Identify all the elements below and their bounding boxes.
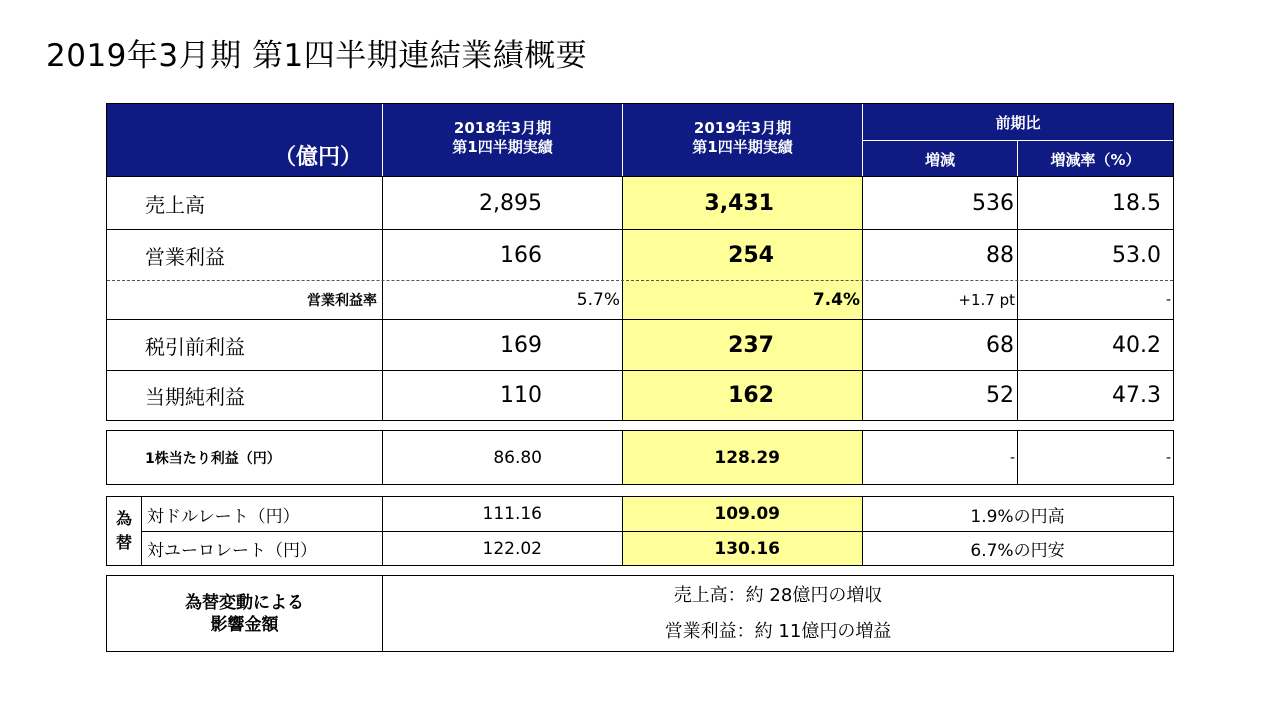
row-sales-curr: 3,431 [704,190,774,216]
fx-impact-operating-income: 営業利益：約 11億円の増益 [664,620,892,642]
header-curr-period: 第1四半期実績 [692,138,793,156]
fx-table [106,496,1174,566]
header-prev-period: 第1四半期実績 [452,138,553,156]
eps-diff: - [1009,449,1015,466]
fx-eur-compare: 6.7%の円安 [970,541,1065,561]
header-compare-label: 前期比 [995,113,1041,132]
fx-usd-compare: 1.9%の円高 [970,506,1065,527]
row-pretax-income-curr: 237 [728,332,774,358]
fx-side-bottom: 替 [115,533,132,552]
eps-curr: 128.29 [714,447,780,468]
fx-impact-label-line1: 為替変動による [185,592,304,613]
row-sales-rate: 18.5 [1112,190,1161,216]
row-net-income-diff: 52 [986,383,1014,408]
eps-label: 1株当たり利益（円） [145,450,281,467]
header-prev-year: 2018年3月期 [453,119,552,137]
fx-impact-table [106,575,1174,652]
row-sales-prev: 2,895 [479,190,542,216]
row-label-operating-margin: 営業利益率 [307,293,377,309]
row-pretax-income-rate: 40.2 [1112,332,1161,358]
fx-side-label [107,497,141,565]
row-operating-margin-curr: 7.4% [812,290,860,310]
fx-eur-label: 対ユーロレート（円） [147,541,317,561]
fx-impact-label-line2: 影響金額 [210,614,279,635]
header-unit-cell [107,104,382,177]
fx-impact-label [107,576,382,651]
header-curr-cell [622,104,862,177]
row-net-income-rate: 47.3 [1112,383,1161,408]
fx-usd-label: 対ドルレート（円） [147,506,300,527]
row-operating-margin-prev: 5.7% [576,290,620,310]
row-label-net-income: 当期純利益 [145,385,245,409]
row-operating-income-diff: 88 [986,242,1014,268]
row-label-sales: 売上高 [145,192,205,217]
page-title: 2019年3月期 第1四半期連結業績概要 [46,38,588,74]
eps-table [106,430,1174,485]
row-label-operating-income: 営業利益 [145,244,225,269]
header-curr-year: 2019年3月期 [693,119,792,137]
header-rate [1017,141,1173,177]
row-net-income-curr: 162 [728,383,774,408]
row-operating-income-rate: 53.0 [1112,242,1161,268]
header-diff [862,141,1017,177]
row-label-pretax-income: 税引前利益 [145,334,245,359]
row-net-income-prev: 110 [500,383,542,408]
unit-label: （億円） [273,145,362,170]
fx-eur-curr: 130.16 [714,538,780,559]
header-diff-label: 増減 [924,150,955,169]
fx-impact-sales: 売上高：約 28億円の増収 [673,584,883,606]
eps-rate: - [1165,449,1171,466]
fx-usd-curr: 109.09 [714,504,780,524]
row-pretax-income-diff: 68 [986,332,1014,358]
eps-prev: 86.80 [493,447,542,468]
header-prev-cell [382,104,622,177]
results-table [106,103,1174,421]
row-operating-margin-diff: +1.7 pt [958,291,1015,309]
fx-impact-detail [383,576,1173,651]
fx-eur-prev: 122.02 [482,538,542,559]
row-sales-diff: 536 [972,190,1014,216]
fx-side-top: 為 [115,509,132,528]
row-operating-margin-rate: - [1165,292,1171,308]
fx-usd-prev: 111.16 [482,504,542,524]
row-pretax-income-prev: 169 [500,332,542,358]
row-operating-income-curr: 254 [728,242,774,268]
header-compare [862,104,1173,141]
header-rate-label: 増減率（%） [1050,150,1141,169]
row-operating-income-prev: 166 [500,242,542,268]
